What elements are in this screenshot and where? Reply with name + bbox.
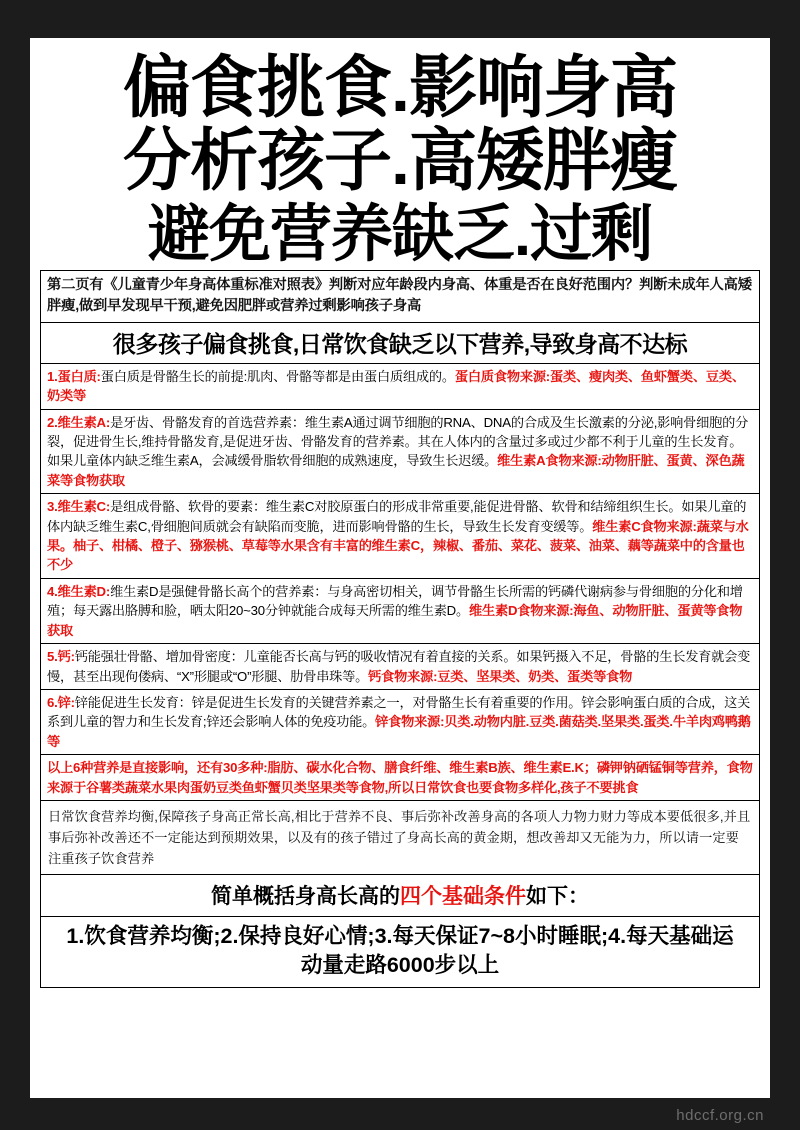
headline-line-2: 分析孩子.高矮胖瘦 — [123, 123, 677, 200]
nutrient-source: 锌食物来源:贝类.动物内脏.豆类.菌菇类.坚果类.蛋类.牛羊肉鸡鸭鹅等 — [47, 714, 751, 749]
extra-note-text: 以上6种营养是直接影响，还有30多种:脂肪、碳水化合物、膳食纤维、维生素B族、维生素E.K；磷钾钠硒锰铜等营养，食物来源于谷薯类蔬菜水果肉蛋奶豆类鱼虾蟹贝类坚果类等食物,所以日常饮食也要食物多样化,孩子不要挑食 — [47, 760, 753, 795]
nutrient-item-calcium — [40, 644, 760, 690]
headline-line-3: 避免营养缺乏.过剩 — [147, 199, 653, 269]
nutrient-index: 6.锌: — [47, 694, 75, 710]
nutrient-body: 维生素D是强健骨骼长高个的营养素：与身高密切相关，调节骨骼生长所需的钙磷代谢病参与骨细胞的分化和增殖；每天露出胳膊和脸，晒太阳20~30分钟就能合成每天所需的维生素D。 — [47, 583, 743, 619]
nutrient-index: 3.维生素C: — [47, 499, 111, 515]
nutrient-index: 1.蛋白质: — [47, 368, 101, 384]
conclusion-title-pre: 简单概括身高长高的 — [211, 885, 400, 909]
nutrient-item-zinc — [40, 690, 760, 755]
nutrient-source: 钙食物来源:豆类、坚果类、奶类、蛋类等食物 — [368, 668, 633, 684]
headline-line-1: 偏食挑食.影响身高 — [123, 50, 677, 126]
nutrient-body: 锌能促进生长发育：锌是促进生长发育的关键营养素之一，对骨骼生长有着重要的作用。锌会影响蛋白质的合成，这关系到儿童的智力和生长发育;锌还会影响人体的免疫功能。 — [47, 694, 751, 730]
nutrient-index: 4.维生素D: — [47, 583, 111, 599]
nutrient-source: 维生素C食物来源:蔬菜与水果。柚子、柑橘、橙子、猕猴桃、草莓等水果含有丰富的维生素C，辣椒、番茄、菜花、菠菜、油菜、藕等蔬菜中的含量也不少 — [47, 518, 749, 573]
nutrient-source: 维生素D食物来源:海鱼、动物肝脏、蛋黄等食物获取 — [47, 603, 743, 638]
nutrient-item-protein — [40, 364, 760, 410]
nutrient-item-vitamin-a — [40, 410, 760, 495]
conclusion-title — [40, 875, 760, 917]
nutrient-body: 是组成骨骼、软骨的要素：维生素C对胶原蛋白的形成非常重要,能促进骨骼、软骨和结缔组织生长。如果儿童的体内缺乏维生素C,骨细胞间质就会有缺陷而变脆，进而影响骨骼的生长，导致生长发育变缓等。 — [47, 499, 747, 534]
poster-sheet — [30, 38, 770, 1098]
conclusion-title-highlight: 四个基础条件 — [400, 885, 526, 909]
summary-paragraph: 日常饮食营养均衡,保障孩子身高正常长高,相比于营养不良、事后弥补改善身高的各项人力物力财力等成本要低很多,并且事后弥补改善还不一定能达到预期效果，以及有的孩子错过了身高长高的黄金期，想改善却又无能为力，所以请一定要注重孩子饮食营养 — [40, 801, 760, 875]
nutrient-body: 蛋白质是骨骼生长的前提:肌肉、骨骼等都是由蛋白质组成的。 — [100, 368, 455, 384]
nutrient-index: 2.维生素A: — [47, 414, 111, 430]
watermark: hdccf.org.cn — [676, 1107, 764, 1124]
conclusion-body: 1.饮食营养均衡;2.保持良好心情;3.每天保证7~8小时睡眠;4.每天基础运动量走路6000步以上 — [40, 917, 760, 988]
nutrient-body: 是牙齿、骨骼发育的首选营养素：维生素A通过调节细胞的RNA、DNA的合成及生长激素的分泌,影响骨细胞的分裂，促进骨生长,维持骨骼发育,是促进牙齿、骨骼发育的营养素。其在人体内的含量过多或过少都不利于儿童的生长发育。如果儿童体内缺乏维生素A，会减缓骨脂软骨细胞的成熟速度，导致生长迟缓。 — [47, 414, 749, 469]
conclusion-title-post: 如下： — [526, 885, 589, 909]
extra-note — [40, 755, 760, 801]
headline-block — [38, 50, 762, 270]
section-banner: 很多孩子偏食挑食,日常饮食缺乏以下营养,导致身高不达标 — [40, 323, 760, 364]
nutrient-body: 钙能强壮骨骼、增加骨密度：儿童能否长高与钙的吸收情况有着直接的关系。如果钙摄入不足，骨骼的生长发育就会变慢，甚至出现佝偻病、“X”形腿或“O”形腿、肋骨串珠等。 — [47, 649, 751, 684]
intro-paragraph: 第二页有《儿童青少年身高体重标准对照表》判断对应年龄段内身高、体重是否在良好范围内？判断未成年人高矮胖瘦,做到早发现早干预,避免因肥胖或营养过剩影响孩子身高 — [40, 270, 760, 323]
nutrient-index: 5.钙: — [47, 649, 75, 665]
nutrient-source: 蛋白质食物来源:蛋类、瘦肉类、鱼虾蟹类、豆类、奶类等 — [47, 368, 745, 404]
nutrient-item-vitamin-c — [40, 494, 760, 579]
nutrient-source: 维生素A食物来源:动物肝脏、蛋黄、深色蔬菜等食物获取 — [47, 453, 745, 488]
nutrient-item-vitamin-d — [40, 579, 760, 644]
